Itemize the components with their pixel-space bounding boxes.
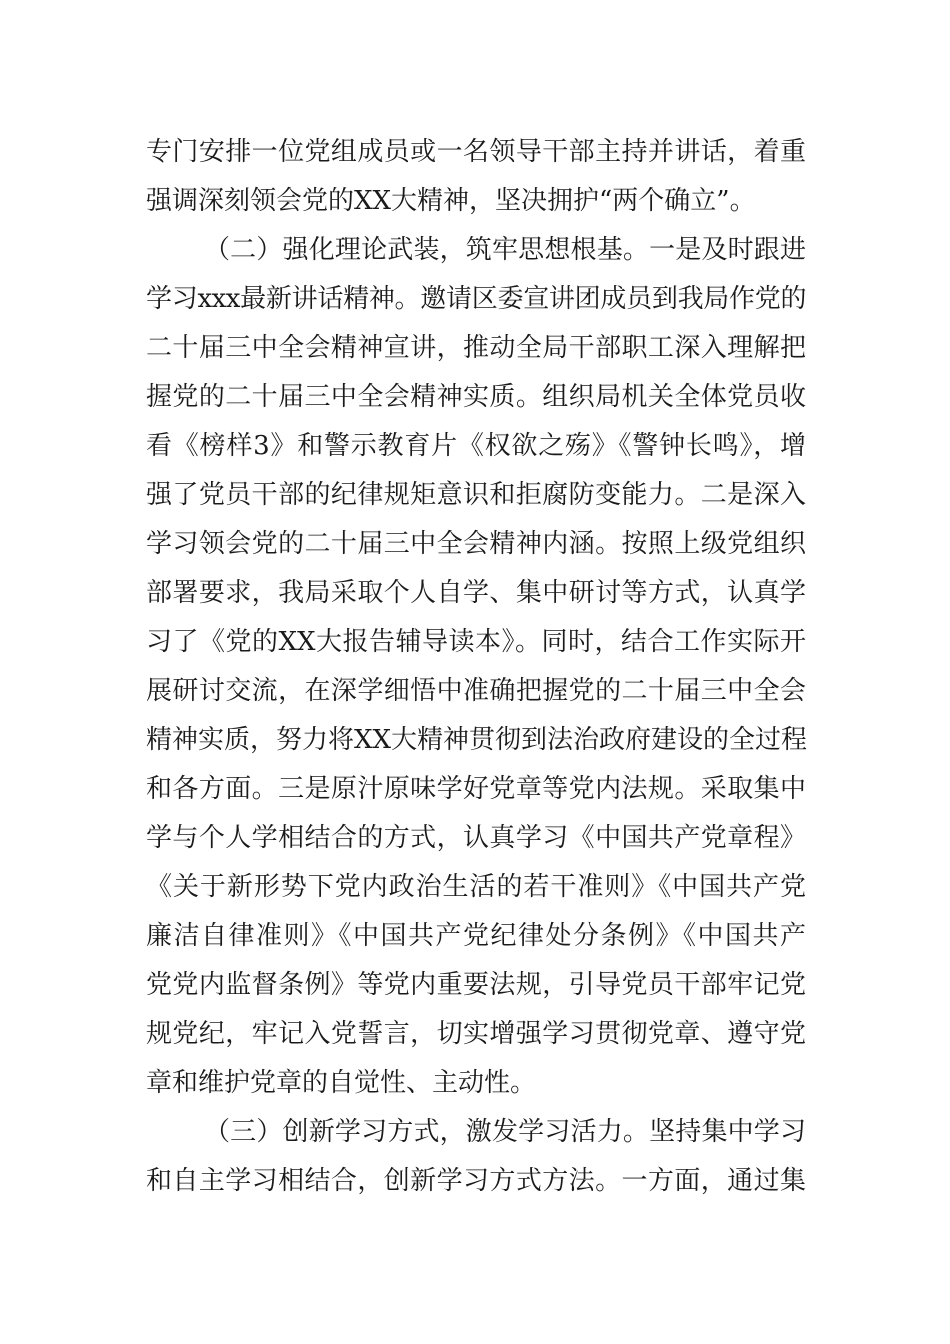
text-line: 展研讨交流，在深学细悟中准确把握党的二十届三中全会 [146,676,806,706]
text-line: 专门安排一位党组成员或一名领导干部主持并讲话，着重 [146,137,806,167]
text-line: 握党的二十届三中全会精神实质。组织局机关全体党员收 [146,382,806,412]
text-line: 看《榜样3》和警示教育片《权欲之殇》《警钟长鸣》，增 [146,431,806,461]
text-line: 学习领会党的二十届三中全会精神内涵。按照上级党组织 [146,529,806,559]
section-heading-line: （三）创新学习方式，激发学习活力。坚持集中学习 [204,1117,806,1147]
text-line: 《关于新形势下党内政治生活的若干准则》《中国共产党 [146,872,806,902]
text-line: 规党纪，牢记入党誓言，切实增强学习贯彻党章、遵守党 [146,1019,806,1049]
text-line: 精神实质，努力将XX大精神贯彻到法治政府建设的全过程 [146,725,808,755]
text-line: 学与个人学相结合的方式，认真学习《中国共产党章程》 [146,823,806,853]
section-heading-line: （二）强化理论武装，筑牢思想根基。一是及时跟进 [204,235,806,265]
text-line: 强调深刻领会党的XX大精神，坚决拥护“两个确立”。 [146,186,756,216]
text-line: 部署要求，我局采取个人自学、集中研讨等方式，认真学 [146,578,806,608]
text-line: 习了《党的XX大报告辅导读本》。同时，结合工作实际开 [146,627,806,657]
text-line: 和自主学习相结合，创新学习方式方法。一方面，通过集 [146,1166,806,1196]
text-line: 和各方面。三是原汁原味学好党章等党内法规。采取集中 [146,774,806,804]
text-line: 强了党员干部的纪律规矩意识和拒腐防变能力。二是深入 [146,480,806,510]
text-line: 章和维护党章的自觉性、主动性。 [146,1068,537,1098]
text-line: 学习xxx最新讲话精神。邀请区委宣讲团成员到我局作党的 [146,284,806,314]
text-line: 廉洁自律准则》《中国共产党纪律处分条例》《中国共产 [146,921,806,951]
text-line: 党党内监督条例》等党内重要法规，引导党员干部牢记党 [146,970,806,1000]
text-line: 二十届三中全会精神宣讲，推动全局干部职工深入理解把 [146,333,806,363]
document-body [146,128,806,1206]
